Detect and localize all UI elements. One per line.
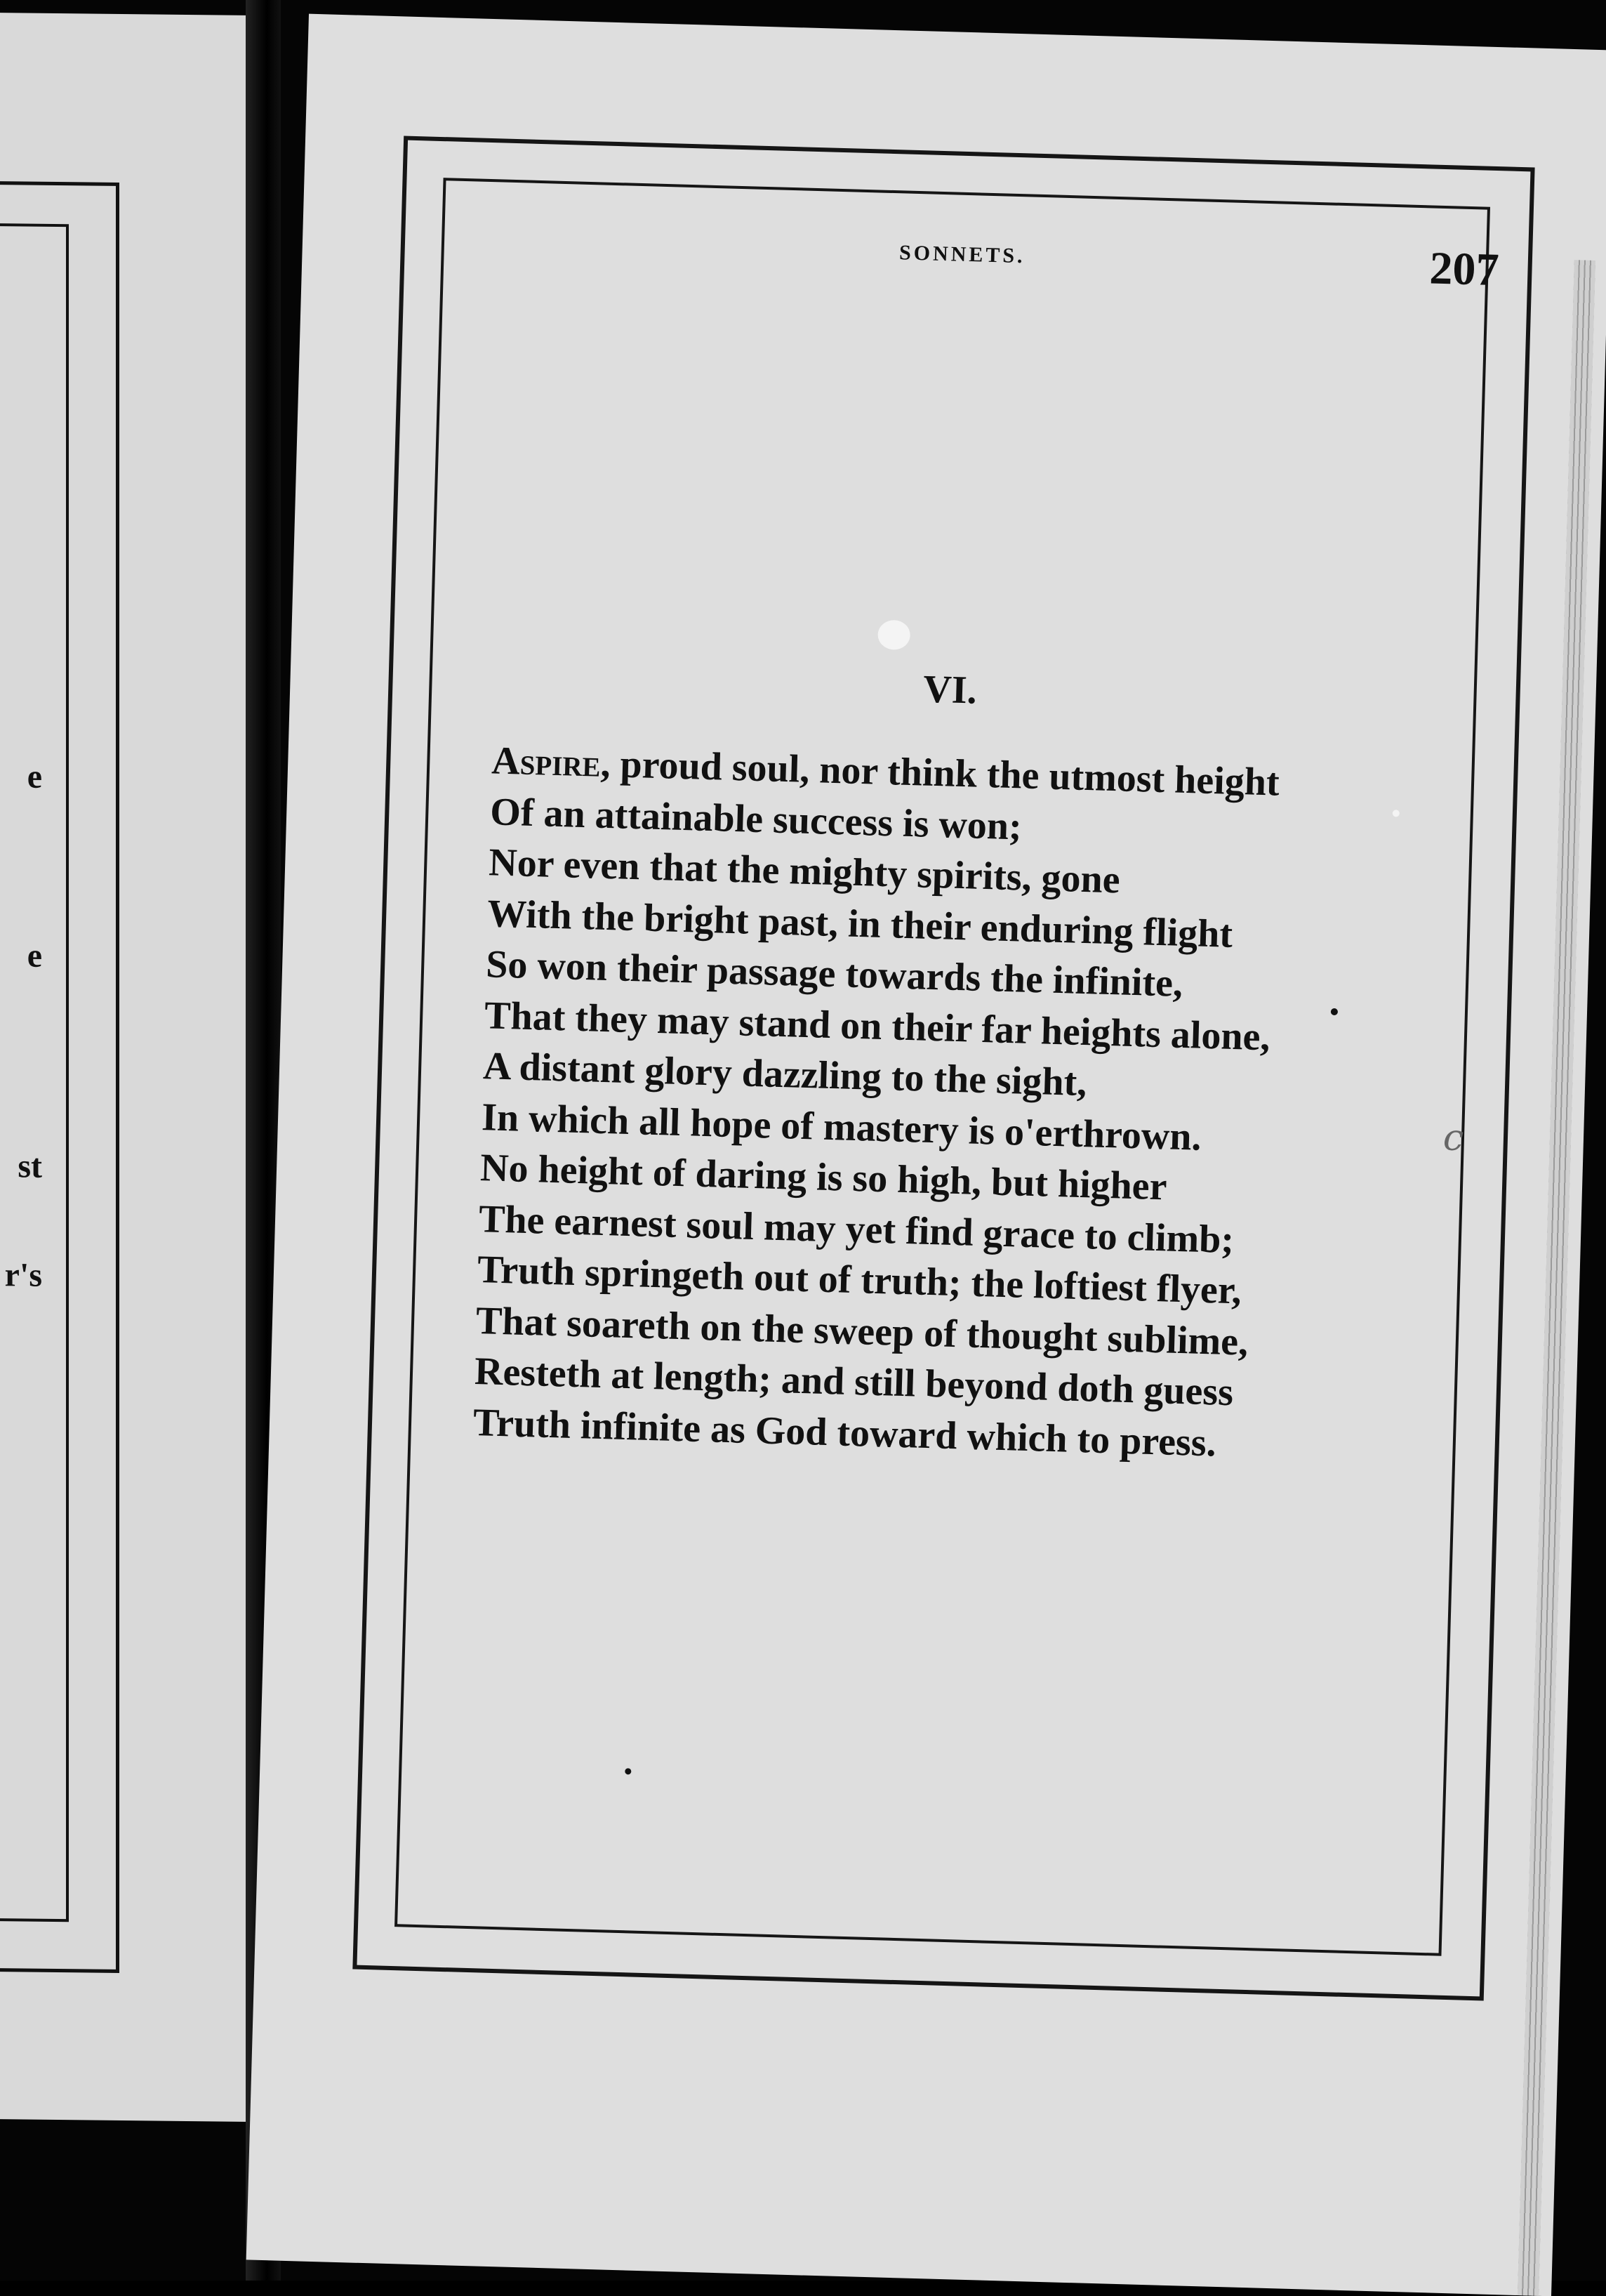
poem-line: With the bright past, in their enduring flight [486,891,1233,956]
poem-line: Truth infinite as God toward which to press. [472,1400,1217,1465]
poem-line: That they may stand on their far heights alone, [484,993,1271,1059]
poem-line: A distant glory dazzling to the sight, [482,1044,1088,1105]
poem-first-word: Aspire [491,739,602,786]
running-head: SONNETS. [898,241,1026,268]
sonnet-text [472,735,1447,1474]
poem-line: The earnest soul may yet find grace to climb; [478,1196,1235,1262]
poem-line: So won their passage towards the infinite, [485,942,1183,1005]
book-page [246,14,1606,2296]
poem-line: Resteth at length; and still beyond doth guess [474,1350,1234,1415]
poem-line: In which all hope of mastery is o'erthrown. [481,1095,1202,1159]
page-number: 207 [1428,242,1500,296]
sonnet-number: VI. [922,667,978,713]
previous-page-inner-border [0,223,69,1922]
poem-line: Truth springeth out of truth; the loftiest flyer, [477,1248,1242,1313]
previous-page [0,13,246,2122]
page-stack-edge [1518,260,1595,2296]
poem-first-line-rest: , proud soul, nor think the utmost height [599,741,1280,805]
poem-line: That soareth on the sweep of thought sublime, [475,1298,1249,1364]
poem-line: Of an attainable success is won; [489,789,1023,848]
poem-line: No height of daring is so high, but higher [479,1146,1168,1209]
pencil-margin-mark: c [1442,1116,1464,1160]
previous-page-text-fragment: st [18,1147,42,1185]
previous-page-text-fragment: e [27,758,42,796]
previous-page-text-fragment: e [27,937,42,975]
previous-page-text-fragment: r's [4,1256,42,1294]
poem-line: Nor even that the mighty spirits, gone [488,840,1121,902]
